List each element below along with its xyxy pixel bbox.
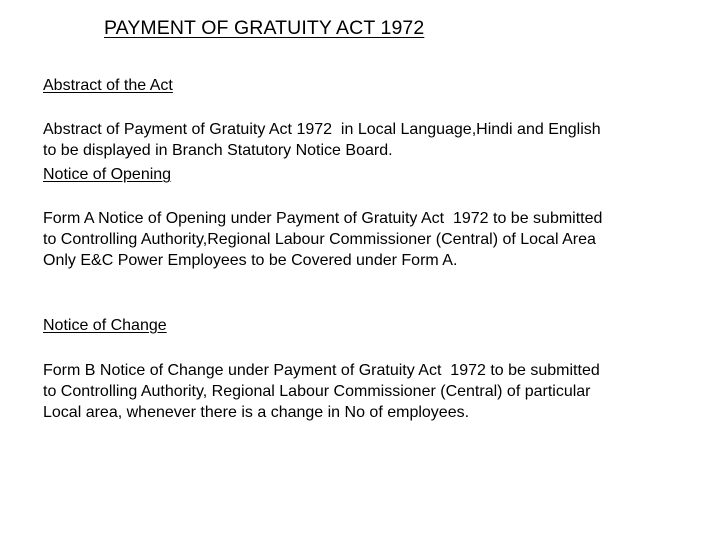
- section-heading-notice-of-opening: Notice of Opening: [43, 166, 172, 183]
- section-heading-abstract: Abstract of the Act: [43, 77, 173, 94]
- section-body-abstract: [43, 119, 703, 161]
- body-line: Only E&C Power Employees to be Covered under Form A.: [43, 252, 458, 269]
- body-line: Form A Notice of Opening under Payment of Gratuity Act 1972 to be submitted: [43, 210, 603, 227]
- body-line: Local area, whenever there is a change in No of employees.: [43, 404, 470, 421]
- body-line: Abstract of Payment of Gratuity Act 1972 in Local Language,Hindi and English: [43, 121, 601, 138]
- section-body-notice-of-change: [43, 360, 703, 423]
- section-heading-notice-of-change: Notice of Change: [43, 317, 167, 334]
- body-line: to be displayed in Branch Statutory Notice Board.: [43, 142, 393, 159]
- page-title: PAYMENT OF GRATUITY ACT 1972: [104, 17, 425, 39]
- section-body-notice-of-opening: [43, 208, 703, 271]
- body-line: Form B Notice of Change under Payment of Gratuity Act 1972 to be submitted: [43, 362, 600, 379]
- body-line: to Controlling Authority,Regional Labour Commissioner (Central) of Local Area: [43, 231, 596, 248]
- body-line: to Controlling Authority, Regional Labour Commissioner (Central) of particular: [43, 383, 591, 400]
